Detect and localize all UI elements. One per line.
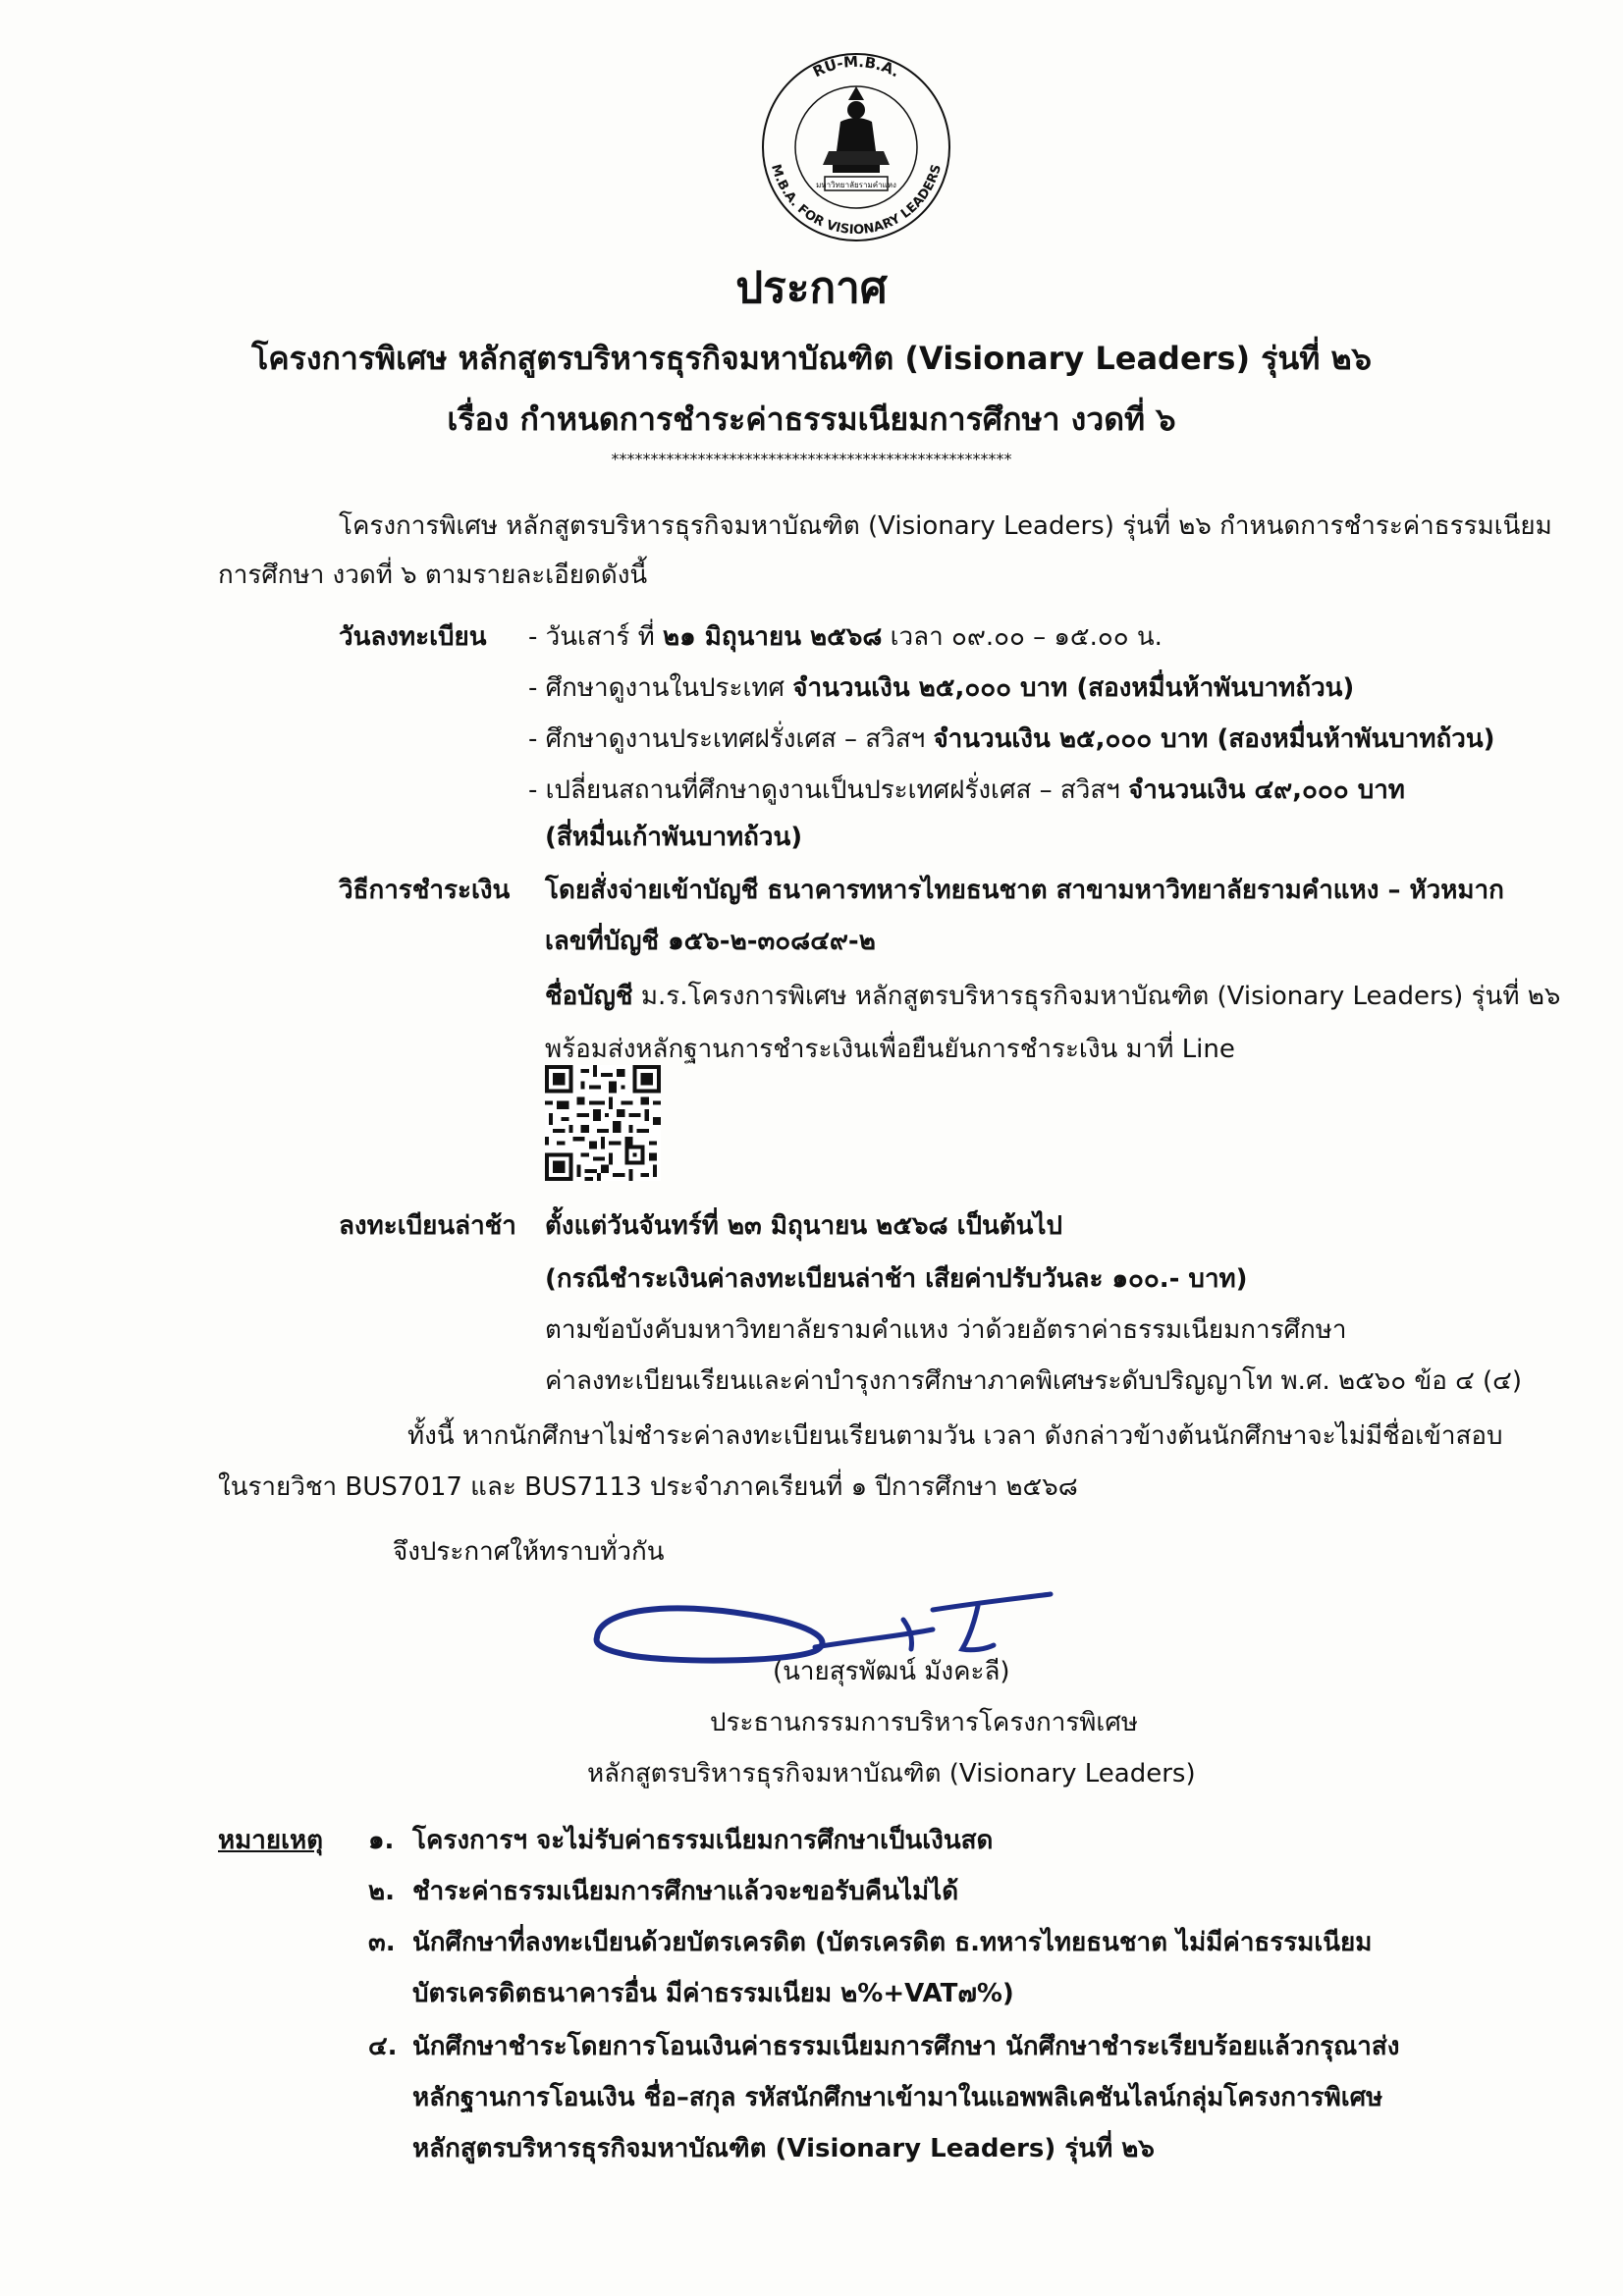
notice-line-2: ในรายวิชา BUS7017 และ BUS7113 ประจำภาคเรียนที่ ๑ ปีการศึกษา ๒๕๖๘ [218, 1472, 1078, 1502]
remark-2: ชำระค่าธรรมเนียมการศึกษาแล้วจะขอรับคืนไม่ได้ [412, 1877, 959, 1906]
registration-item-3 [528, 770, 1405, 810]
remark-3-line-2: บัตรเครดิตธนาคารอื่น มีค่าธรรมเนียม ๒%+VAT๗%) [412, 1979, 1014, 2008]
signatory-position-2: หลักสูตรบริหารธุรกิจมหาบัณฑิต (Visionary Leaders) [587, 1759, 1196, 1789]
payment-line-4: พร้อมส่งหลักฐานการชำระเงินเพื่อยืนยันการชำระเงิน มาที่ Line [545, 1035, 1235, 1064]
account-name-label: ชื่อบัญชี [545, 982, 633, 1011]
remark-4-line-3: หลักสูตรบริหารธุรกิจมหาบัณฑิต (Visionary Leaders) รุ่นที่ ๒๖ [412, 2134, 1155, 2163]
late-line-2: (กรณีชำระเงินค่าลงทะเบียนล่าช้า เสียค่าปรับวันละ ๑๐๐.- บาท) [545, 1264, 1248, 1294]
registration-item-3-line-2: (สี่หมื่นเก้าพันบาทถ้วน) [545, 823, 803, 852]
divider-stars: *************************************************** [611, 450, 1012, 468]
item2-bold: จำนวนเงิน ๒๕,๐๐๐ บาท (สองหมื่นห้าพันบาทถ้วน) [933, 724, 1495, 754]
svg-text:M.B.A. FOR VISIONARY LEADERS [768, 163, 945, 238]
date-prefix: - วันเสาร์ ที่ [528, 622, 664, 652]
registration-label: วันลงทะเบียน [339, 622, 487, 652]
late-registration-label: ลงทะเบียนล่าช้า [339, 1211, 516, 1241]
notice-line-1: ทั้งนี้ หากนักศึกษาไม่ชำระค่าลงทะเบียนเรียนตามวัน เวลา ดังกล่าวข้างต้นนักศึกษาจะไม่มีชื่อเข้าสอบ [407, 1421, 1503, 1451]
item3-bold: จำนวนเงิน ๔๙,๐๐๐ บาท [1128, 775, 1405, 805]
remark-4-line-2: หลักฐานการโอนเงิน ชื่อ–สกุล รหัสนักศึกษาเข้ามาในแอพพลิเคชันไลน์กลุ่มโครงการพิเศษ [412, 2083, 1383, 2112]
item1-bold: จำนวนเงิน ๒๕,๐๐๐ บาท (สองหมื่นห้าพันบาทถ้วน) [792, 673, 1355, 703]
remark-number-2: ๒. [368, 1877, 396, 1906]
item2-prefix: - ศึกษาดูงานประเทศฝรั่งเศส – สวิสฯ [528, 724, 934, 754]
late-line-1: ตั้งแต่วันจันทร์ที่ ๒๓ มิถุนายน ๒๕๖๘ เป็นต้นไป [545, 1211, 1063, 1241]
registration-item-1 [528, 667, 1354, 708]
intro-line-1: โครงการพิเศษ หลักสูตรบริหารธุรกิจมหาบัณฑิต (Visionary Leaders) รุ่นที่ ๒๖ กำหนดการชำระค่าธรรมเนียม [339, 511, 1552, 541]
svg-text:RU-M.B.A. [810, 53, 902, 81]
subject-line: เรื่อง กำหนดการชำระค่าธรรมเนียมการศึกษา งวดที่ ๖ [447, 400, 1176, 438]
remark-number-3: ๓. [368, 1928, 396, 1957]
signatory-name: (นายสุรพัฒน์ มังคะลี) [773, 1657, 1010, 1686]
late-line-3: ตามข้อบังคับมหาวิทยาลัยรามคำแหง ว่าด้วยอัตราค่าธรรมเนียมการศึกษา [545, 1315, 1347, 1345]
document-title: ประกาศ [735, 263, 888, 313]
logo-ribbon-text: มหาวิทยาลัยรามคำแหง [816, 181, 896, 189]
registration-item-2 [528, 719, 1494, 759]
remark-1: โครงการฯ จะไม่รับค่าธรรมเนียมการศึกษาเป็นเงินสด [412, 1826, 994, 1855]
remark-number-1: ๑. [368, 1826, 395, 1855]
payment-line-1: โดยสั่งจ่ายเข้าบัญชี ธนาคารทหารไทยธนชาต สาขามหาวิทยาลัยรามคำแหง – หัวหมาก [545, 876, 1504, 905]
remark-3-line-1: นักศึกษาที่ลงทะเบียนด้วยบัตรเครดิต (บัตรเครดิต ธ.ทหารไทยธนชาต ไม่มีค่าธรรมเนียม [412, 1928, 1373, 1957]
registration-date [528, 616, 1163, 657]
item3-prefix: - เปลี่ยนสถานที่ศึกษาดูงานเป็นประเทศฝรั่งเศส – สวิสฯ [528, 775, 1129, 805]
date-bold: ๒๑ มิถุนายน ๒๕๖๘ [663, 622, 883, 652]
project-title: โครงการพิเศษ หลักสูตรบริหารธุรกิจมหาบัณฑิต (Visionary Leaders) รุ่นที่ ๒๖ [251, 340, 1372, 377]
university-seal-logo [746, 49, 967, 245]
logo-bottom-text: M.B.A. FOR VISIONARY LEADERS [767, 162, 945, 239]
account-number: เลขที่บัญชี ๑๕๖-๒-๓๐๘๔๙-๒ [545, 927, 876, 956]
item1-prefix: - ศึกษาดูงานในประเทศ [528, 673, 793, 703]
account-name-value: ม.ร.โครงการพิเศษ หลักสูตรบริหารธุรกิจมหาบัณฑิต (Visionary Leaders) รุ่นที่ ๒๖ [632, 982, 1561, 1011]
remark-4-line-1: นักศึกษาชำระโดยการโอนเงินค่าธรรมเนียมการศึกษา นักศึกษาชำระเรียบร้อยแล้วกรุณาส่ง [412, 2032, 1400, 2061]
line-qr-code [545, 1065, 661, 1181]
intro-line-2: การศึกษา งวดที่ ๖ ตามรายละเอียดดังนี้ [218, 561, 648, 590]
date-suffix: เวลา ๐๙.๐๐ – ๑๕.๐๐ น. [882, 622, 1163, 652]
account-name [545, 976, 1560, 1016]
signatory-position-1: ประธานกรรมการบริหารโครงการพิเศษ [710, 1708, 1138, 1737]
closing-line: จึงประกาศให้ทราบทั่วกัน [393, 1537, 665, 1567]
remarks-label: หมายเหตุ [218, 1826, 324, 1855]
remark-number-4: ๔. [368, 2032, 398, 2061]
payment-label: วิธีการชำระเงิน [339, 876, 511, 905]
late-line-4: ค่าลงทะเบียนเรียนและค่าบำรุงการศึกษาภาคพิเศษระดับปริญญาโท พ.ศ. ๒๕๖๐ ข้อ ๔ (๔) [545, 1366, 1522, 1396]
logo-top-text: RU-M.B.A. [810, 52, 903, 81]
